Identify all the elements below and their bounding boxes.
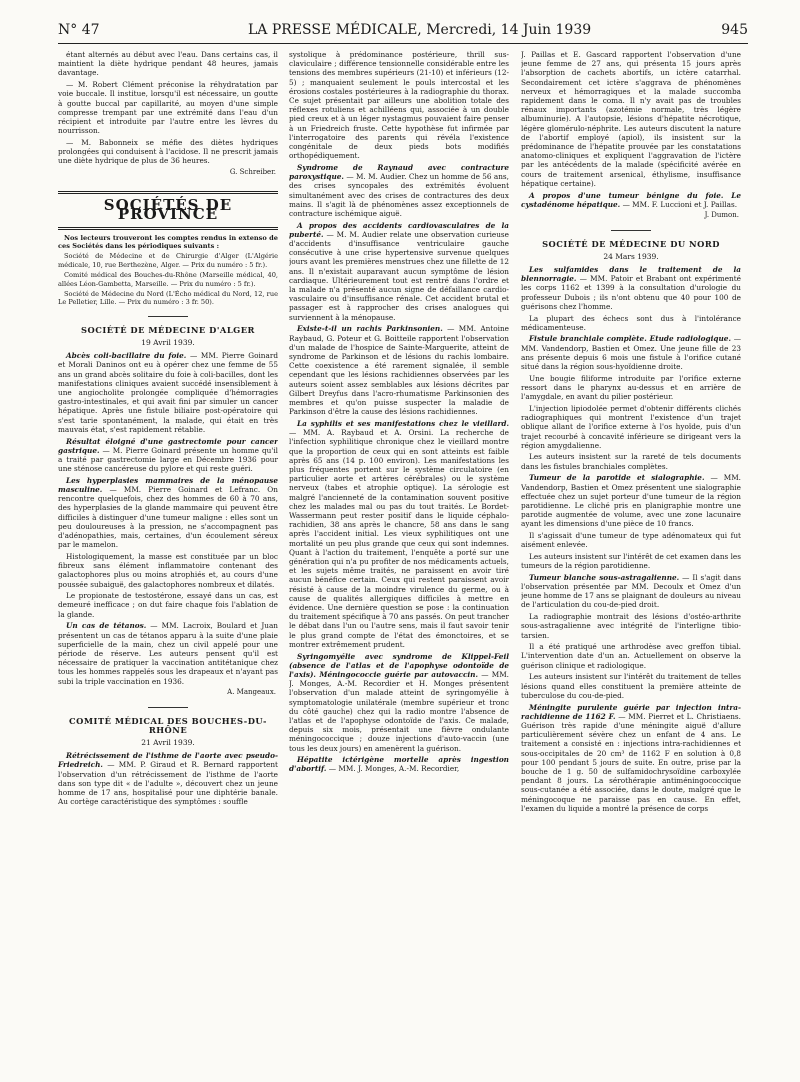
issue-number: N° 47 bbox=[58, 22, 100, 38]
paragraph: J. Paillas et E. Gascard rapportent l'observation d'une jeune femme de 27 ans, qui présenta 15 jours après l'absorption de cachets abortifs, un ictère catarrhal. Secondairement cet ictère s'aggrava de phénomènes nerveux et hémorragiques et la malade succomba rapidement dans le coma. Il n'y avait pas de troubles rénaux importants (azotémie normale, très légère albuminurie). A l'autopsie, lésions d'hépatite nécrotique, légère glomérulo-néphrite. Les auteurs discutent la nature de l'abortif employé (apiol), ils insistent sur la prédominance de l'hépatite prouvée par les constatations anatomo-cliniques et expliquent l'aggravation de l'ictère par les antécédents de la malade (spécificité avérée en cours de traitement arsenical, éthylisme, insuffisance hépatique certaine). bbox=[521, 50, 741, 188]
article bbox=[289, 755, 509, 773]
divider bbox=[148, 316, 188, 317]
paragraph: systolique à prédominance postérieure, thrill sus-claviculaire ; différence tensionnelle considérable entre les tensions des membres supérieurs (21-10) et inférieurs (12-5) ; manquaient seulement le pouls intercostal et les érosions costales postérieures à la radiographie du thorax. Ce sujet présentait par ailleurs une abolition totale des réflexes rotuliens et achilléens qui, associée à un double pied creux et à un léger nystagmus pouvaient faire penser à un Friedreich fruste. Cette hypothèse fut infirmée par l'interrogatoire des parents qui révéla l'existence congénitale de deux pieds bots modifiés orthopédiquement. bbox=[289, 50, 509, 161]
article bbox=[289, 324, 509, 416]
article-text: — MM. J. Monges, A.-M. Recordier, bbox=[328, 764, 460, 774]
author-signature: G. Schreiber. bbox=[229, 167, 276, 176]
article-title: Hépatite ictérigène mortelle après ingestion d'abortif. bbox=[289, 755, 509, 774]
article-title: Fistule branchiale complète. Etude radiologique. bbox=[529, 334, 731, 344]
paragraph: étant alternés au début avec l'eau. Dans certains cas, il maintient la diète hydrique pendant 48 heures, jamais davantage. bbox=[58, 50, 278, 78]
notice-item: Société de Médecine et de Chirurgie d'Alger (L'Algérie médicale, 10, rue Berthezène, Alger. — Prix du numéro : 5 fr.). bbox=[58, 252, 278, 269]
article bbox=[521, 191, 741, 209]
session-date: 19 Avril 1939. bbox=[141, 338, 195, 347]
article-title: Existe-t-il un rachis Parkinsonien. bbox=[297, 324, 443, 334]
article-text: — MM. Patoir et Brabant ont expérimenté les corps 1162 et 1399 à la consultation d'urologie du professeur Dubois ; ils n'ont obtenu que 40 pour 100 de guérisons chez l'homme. bbox=[521, 274, 741, 311]
paragraph: Il s'agissait d'une tumeur de type adénomateux qui fut aisément enlevée. bbox=[521, 531, 741, 550]
notice-item: Comité médical des Bouches-du-Rhône (Marseille médical, 40, allées Léon-Gambetta, Marseille. — Prix du numéro : 5 fr.). bbox=[58, 271, 278, 288]
article-title: Méningite purulente guérie par injection intra-rachidienne de 1162 F. bbox=[521, 702, 741, 721]
article-title: Syringomyélie avec syndrome de Klippel-Feil (absence de l'atlas et de l'apophyse odontoïde de l'axis). Méningococcie guérie par autovaccin. bbox=[289, 651, 509, 679]
paragraph: L'injection lipiodolée permet d'obtenir différents clichés radiographiques qui montrent l'existence d'un trajet oblique allant de l'orifice externe à l'os hyoïde, puis d'un trajet recourbé à concavité inférieure se dirigeant vers la région amygdalienne. bbox=[521, 403, 741, 450]
paragraph: Histologiquement, la masse est constituée par un bloc fibreux sans élément inflammatoire contenant des galactophores plus ou moins atrophiés et, au cours d'une poussée subaiguë, des galactophores nombreux et dilatés. bbox=[58, 551, 278, 589]
paragraph: Une bougie filiforme introduite par l'orifice externe ressort dans le pharynx au-dessus et en arrière de l'amygdale, en avant du pilier postérieur. bbox=[521, 373, 741, 402]
column-right bbox=[521, 50, 741, 1070]
column-left bbox=[58, 50, 278, 1070]
article-title: Les hyperplasies mammaires de la ménopause masculine. bbox=[58, 475, 278, 495]
paragraph: Les auteurs insistent sur l'intérêt du traitement de telles lésions quand elles constituent la première atteinte de tuberculose du cou-de-pied. bbox=[521, 672, 741, 700]
article-text: — MM. Vandendorp, Bastien et Omez. Une jeune fille de 23 ans présente depuis 6 mois une fistule à l'orifice cutané situé dans la région sous-hyoïdienne droite. bbox=[521, 334, 741, 372]
article bbox=[58, 476, 278, 550]
article-title: Résultat éloigné d'une gastrectomie pour cancer gastrique. bbox=[58, 436, 278, 455]
article bbox=[58, 751, 278, 806]
article-title: Syndrome de Raynaud avec contracture paroxystique. bbox=[289, 162, 509, 182]
notice-item: Société de Médecine du Nord (L'Écho médical du Nord, 12, rue Le Pelletier, Lille. — Prix du numéro : 3 fr. 50). bbox=[58, 289, 278, 307]
session-date: 24 Mars 1939. bbox=[603, 251, 659, 261]
article bbox=[289, 652, 509, 753]
article-text: — MM. Pierret et L. Christiaens. Guérison très rapide d'une méningite aiguë d'allure particulièrement sévère chez un enfant de 4 ans. Le traitement a consisté en : injections intra-rachidiennes et sous-occipitales de 20 cm³ de 1162 F en solution à 0,8 pour 100 pendant 5 jours de suite. En outre, prise par la bouche de 1 g. 50 de sulfamidochrysoïdine carboxylée pendant 8 jours. La sérothérapie antiméningococcique sous-cutanée a été associée, dans le doute, malgré que le méningocoque ne paraisse pas en cause. En effet, l'examen du liquide a montré la présence de corps bbox=[521, 711, 741, 813]
article-title: Un cas de tétanos. bbox=[66, 621, 147, 631]
periodicals-notice bbox=[58, 234, 278, 307]
page-header bbox=[58, 20, 748, 42]
section-title: SOCIÉTÉS DE PROVINCE bbox=[58, 191, 278, 229]
article bbox=[289, 221, 509, 322]
article-text: — M. Pierre Goinard présente un homme qu'il a traité par gastrectomie large en Décembre 1936 pour une sténose cancéreuse du pylore et qui reste guéri. bbox=[58, 445, 278, 474]
article bbox=[521, 573, 741, 610]
paragraph: La plupart des échecs sont dus à l'intolérance médicamenteuse. bbox=[521, 313, 741, 332]
article-title: A propos des accidents cardiovasculaires de la puberté. bbox=[289, 220, 509, 239]
article-text: — MM. Antoine Raybaud, G. Poteur et G. Boitteile rapportent l'observation d'un malade de l'hospice de Sainte-Marguerite, atteint de syndrome de Parkinson et de lésions du rachis lombaire. Cette coexistence a été rarement signalée, il semble cependant que les lésions rachidiennes observées par les auteurs soient assez semblables aux lésions décrites par Gilbert Dreyfus dans l'acro-rhumatisme Parkinsonien des membres et qu'on puisse suspecter la maladie de Parkinson d'être la cause des lésions rachidiennes. bbox=[289, 324, 509, 417]
article-text: — M. M. Audier relate une observation curieuse d'accidents d'insuffisance ventriculaire gauche consécutive à une crise hypertensive survenue quelques jours avant les premières menstrues chez une fillette de 12 ans. Il n'existait auparavant aucun symptôme de lésion cardiaque. Ultérieurement tout est rentré dans l'ordre et la malade n'a présenté aucun signe de défaillance cardio-vasculaire ou d'insuffisance rénale. Cet accident brutal et passager est à rapprocher des crises analogues qui surviennent à la ménopause. bbox=[289, 229, 509, 322]
journal-title-date: LA PRESSE MÉDICALE, Mercredi, 14 Juin 1939 bbox=[248, 22, 592, 38]
notice-intro: Nos lecteurs trouveront les comptes rendus in extenso de ces Sociétés dans les périodiques suivants : bbox=[58, 233, 278, 250]
article bbox=[521, 334, 741, 371]
article-title: Tumeur blanche sous-astragalienne. bbox=[529, 572, 680, 582]
article-text: — MM. Lacroix, Boulard et Juan présentent un cas de tétanos apparu à la suite d'une plaie superficielle de la main, chez un civil appelé pour une période de réserve. Les auteurs pensent qu'il est nécessaire de pratiquer la vaccination antitétanique chez tous les hommes rappelés sous les drapeaux et n'ayant pas subi la triple vaccination en 1936. bbox=[58, 621, 278, 686]
article-text: — Il s'agit dans l'observation présentée par MM. Decoulx et Omez d'un jeune homme de 17 ans se plaignant de douleurs au niveau de l'articulation du cou-de-pied droit. bbox=[521, 572, 741, 610]
header-rule bbox=[58, 43, 748, 44]
article bbox=[58, 437, 278, 474]
article-title: Abcès coli-bacillaire du foie. bbox=[66, 351, 187, 361]
article-text: — MM. Pierre Goinard et Lefranc. On rencontre quelquefois, chez des hommes de 60 à 70 ans, des hyperplasies de la glande mammaire qui peuvent être difficiles à distinguer d'une tumeur maligne : elles sont un peu douloureuses à la pression, ne s'accompagnent pas d'adénopathies, mais, certaines, d'un écoulement séreux par le mamelon. bbox=[58, 485, 278, 550]
article-text: — M. M. Audier. Chez un homme de 56 ans, des crises syncopales des extrémités évoluent simultanément avec des crises de contractures des deux mains. Il s'agit là de phénomènes assez exceptionnels de contracture ischémique aiguë. bbox=[289, 172, 509, 218]
paragraph: Il a été pratiqué une arthrodèse avec greffon tibial. L'intervention date d'un an. Actuellement on observe la guérison clinique et radiologique. bbox=[521, 642, 741, 670]
article-text: — MM. Pierre Goinard et Morali Daninos ont eu à opérer chez une femme de 55 ans un grand abcès solitaire du foie à coli-bacilles, dont les manifestations cliniques avaient succédé insensiblement à une angiocholite prolongée compliquée d'hémorragies gastro-intestinales, et qui avait fini par simuler un cancer hépatique. Après une fistule biliaire post-opératoire qui s'est tarie spontanément, la malade, qui était en très mauvais état, s'est rapidement rétablie. bbox=[58, 351, 278, 434]
page-number: 945 bbox=[721, 22, 748, 38]
article-title: Rétrécissement de l'isthme de l'aorte avec pseudo-Friedreich. bbox=[58, 751, 278, 770]
society-heading: SOCIÉTÉ DE MÉDECINE DU NORD bbox=[542, 238, 720, 249]
paragraph: Le propionate de testostérone, essayé dans un cas, est demeuré inefficace ; on dut faire chaque fois l'ablation de la glande. bbox=[58, 591, 278, 619]
article-title: A propos d'une tumeur bénigne du foie. Le cystadénome hépatique. bbox=[521, 190, 741, 209]
session-date: 21 Avril 1939. bbox=[141, 737, 195, 747]
society-heading: SOCIÉTÉ DE MÉDECINE D'ALGER bbox=[81, 324, 255, 335]
article bbox=[58, 621, 278, 685]
paragraph: Les auteurs insistent sur la rareté de tels documents dans les fistules branchiales complètes. bbox=[521, 452, 741, 471]
paragraph: — M. Robert Clément préconise la réhydratation par voie buccale. Il institue, lorsqu'il est nécessaire, un goutte à goutte buccal par capillarité, au moyen d'une simple compresse trempant par une extrémité dans l'eau d'un récipient et introduite par l'autre entre les lèvres du nourrisson. bbox=[58, 80, 278, 136]
divider bbox=[148, 707, 188, 708]
article bbox=[521, 265, 741, 311]
article bbox=[289, 419, 509, 649]
article-title: Les sulfamides dans le traitement de la blennorragie. bbox=[521, 265, 741, 284]
article-text: — MM. P. Giraud et R. Bernard rapportent l'observation d'un rétrécissement de l'isthme de l'aorte dans son type dit « de l'adulte », découvert chez un jeune homme de 17 ans, hospitalisé pour une diphtérie banale. Au cortège caractéristique des symptômes : souffle bbox=[58, 760, 278, 807]
author-signature: J. Dumon. bbox=[704, 211, 739, 220]
article-text: — MM. F. Luccioni et J. Paillas. bbox=[622, 199, 738, 209]
paragraph: — M. Babonneix se méfie des diètes hydriques prolongées qui conduisent à l'acidose. Il ne prescrit jamais une diète hydrique de plus de 36 heures. bbox=[58, 137, 278, 166]
article-text: — MM. Vandendorp, Bastien et Omez présentent une sialographie effectuée chez un sujet porteur d'une tumeur de la région parotidienne. Le cliché pris en planigraphie montre une parotide augmentée de volume, avec une zone lacunaire ayant les dimensions d'une pièce de 10 francs. bbox=[521, 473, 741, 529]
paragraph: La radiographie montrait des lésions d'ostéo-arthrite sous-astragalienne avec intégrité de l'interligne tibio-tarsien. bbox=[521, 612, 741, 640]
article bbox=[521, 473, 741, 528]
article-title: Tumeur de la parotide et sialographie. bbox=[529, 473, 705, 483]
article-title: La syphilis et ses manifestations chez le vieillard. bbox=[297, 418, 509, 428]
article-text: — MM. A. Raybaud et A. Orsini. La recherche de l'infection syphilitique chronique chez le vieillard montre que la proportion de ceux qui en sont atteints est faible après 65 ans (14 p. 100 environ). Les manifestations les plus fréquentes portent sur le système circulatoire (en particulier aorte et artères cérébrales) ou le système nerveux (tabes et atrophie optique). La sérologie est malgré l'ancienneté de la contamination souvent positive chez les malades mal ou pas du tout traités. Le Bordet-Wassermann peut rester positif dans le liquide céphalo-rachidien, 38 ans après le chancre, 58 ans dans le sang après l'accident initial. Les vieux syphilitiques ont une mortalité un peu plus grande que ceux qui sont indemnes. Quant à l'action du traitement, l'enquête a porté sur une génération qui n'a pu profiter de nos médicaments actuels, et les sujets même traités, ne paraissent en avoir tiré aucun bénéfice certain. Ceux qui restent paraissent avoir résisté à cause de la moindre virulence du germe, ou à cause de qualités allergiques difficiles à mettre en évidence. Une dernière question se pose : la continuation du traitement spécifique à 70 ans passés. On peut trancher le débat dans l'un ou l'autre sens, mais il faut savoir tenir le plus grand compte de l'état des émonctoires, et se montrer extrêmement prudent. bbox=[289, 428, 509, 649]
article-text: — MM. J. Monges, A.-M. Recordier et H. Monges présentent l'observation d'un malade atteint de syringomyélie à symptomatologie unilatérale (membre supérieur et tronc du côté gauche) chez qui la radio montre l'absence de l'atlas et de l'apophyse odontoïde de l'axis. Ce malade, depuis six mois, présentait une fièvre ondulante méningococcique ; douze injections d'auto-vaccin (une tous les deux jours) en amenèrent la guérison. bbox=[289, 669, 509, 753]
article bbox=[289, 163, 509, 218]
divider bbox=[611, 230, 651, 231]
column-middle bbox=[289, 50, 509, 1070]
society-heading: COMITÉ MÉDICAL DES BOUCHES-DU-RHÔNE bbox=[69, 715, 267, 735]
author-signature: A. Mangeaux. bbox=[227, 688, 276, 697]
article bbox=[521, 703, 741, 813]
paragraph: Les auteurs insistent sur l'intérêt de cet examen dans les tumeurs de la région parotidienne. bbox=[521, 551, 741, 571]
article bbox=[58, 351, 278, 434]
